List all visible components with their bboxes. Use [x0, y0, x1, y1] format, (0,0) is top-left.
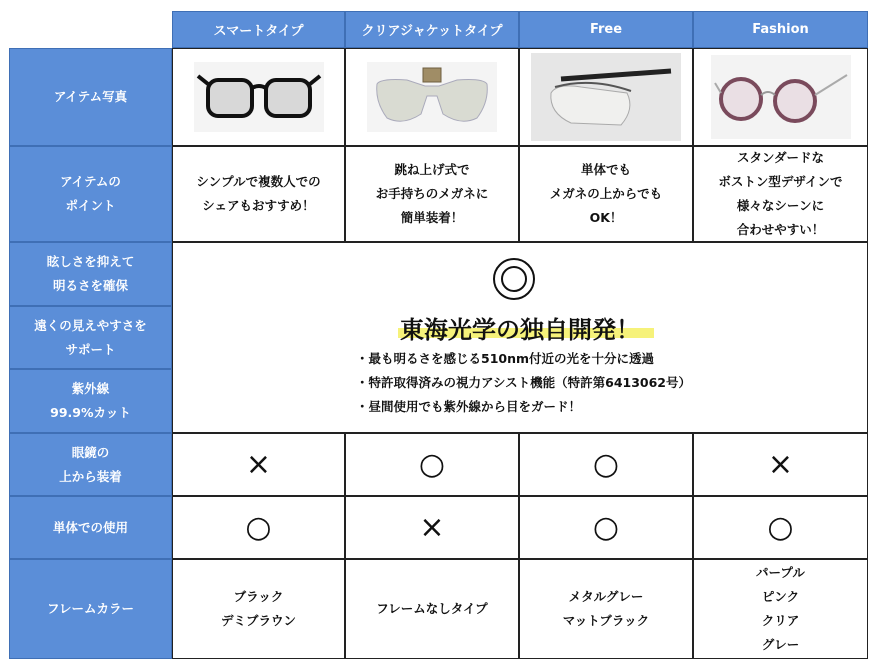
- standalone-mark-free: ○: [519, 496, 693, 559]
- frame-color-smart: ブラック デミブラウン: [172, 559, 345, 659]
- point-cell-free: 単体でも メガネの上からでも OK！: [519, 146, 693, 242]
- free-glasses-image: [531, 53, 681, 141]
- standalone-mark-smart: ○: [172, 496, 345, 559]
- standalone-mark-fashion: ○: [693, 496, 868, 559]
- column-header-free: Free: [519, 11, 693, 48]
- photo-cell-clear-jacket: [345, 48, 519, 146]
- row-label-visibility: 遠くの見えやすさを サポート: [9, 306, 172, 369]
- feature-bullet: ・昼間使用でも紫外線から目をガード！: [356, 399, 582, 414]
- over-glasses-mark-fashion: ×: [693, 433, 868, 496]
- over-glasses-mark-free: ○: [519, 433, 693, 496]
- point-cell-clear-jacket: 跳ね上げ式で お手持ちのメガネに 簡単装着！: [345, 146, 519, 242]
- double-circle-icon: [493, 258, 535, 300]
- column-header-smart: スマートタイプ: [172, 11, 345, 48]
- photo-cell-free: [519, 48, 693, 146]
- row-label-standalone: 単体での使用: [9, 496, 172, 559]
- smart-glasses-image: [194, 62, 324, 132]
- photo-cell-smart: [172, 48, 345, 146]
- column-header-fashion: Fashion: [693, 11, 868, 48]
- feature-bullets: [356, 347, 691, 419]
- row-label-frame: フレームカラー: [9, 559, 172, 659]
- photo-cell-fashion: [693, 48, 868, 146]
- feature-headline: 東海光学の独自開発！: [400, 316, 640, 344]
- feature-bullet: ・最も明るさを感じる510nm付近の光を十分に透過: [356, 351, 655, 366]
- row-label-point: アイテムの ポイント: [9, 146, 172, 242]
- frame-color-fashion: パープル ピンク クリア グレー: [693, 559, 868, 659]
- over-glasses-mark-smart: ×: [172, 433, 345, 496]
- row-label-photo: アイテム写真: [9, 48, 172, 146]
- feature-bullet: ・特許取得済みの視力アシスト機能（特許第6413062号）: [356, 375, 692, 390]
- column-header-clear-jacket: クリアジャケットタイプ: [345, 11, 519, 48]
- fashion-glasses-image: [711, 55, 851, 139]
- standalone-mark-clear-jacket: ×: [345, 496, 519, 559]
- point-cell-fashion: スタンダードな ボストン型デザインで 様々なシーンに 合わせやすい！: [693, 146, 868, 242]
- point-cell-smart: シンプルで複数人での シェアもおすすめ！: [172, 146, 345, 242]
- row-label-uv: 紫外線 99.9%カット: [9, 369, 172, 433]
- row-label-over-glasses: 眼鏡の 上から装着: [9, 433, 172, 496]
- frame-color-clear-jacket: フレームなしタイプ: [345, 559, 519, 659]
- clip-on-lens-image: [367, 62, 497, 132]
- row-label-glare: 眩しさを抑えて 明るさを確保: [9, 242, 172, 306]
- over-glasses-mark-clear-jacket: ○: [345, 433, 519, 496]
- frame-color-free: メタルグレー マットブラック: [519, 559, 693, 659]
